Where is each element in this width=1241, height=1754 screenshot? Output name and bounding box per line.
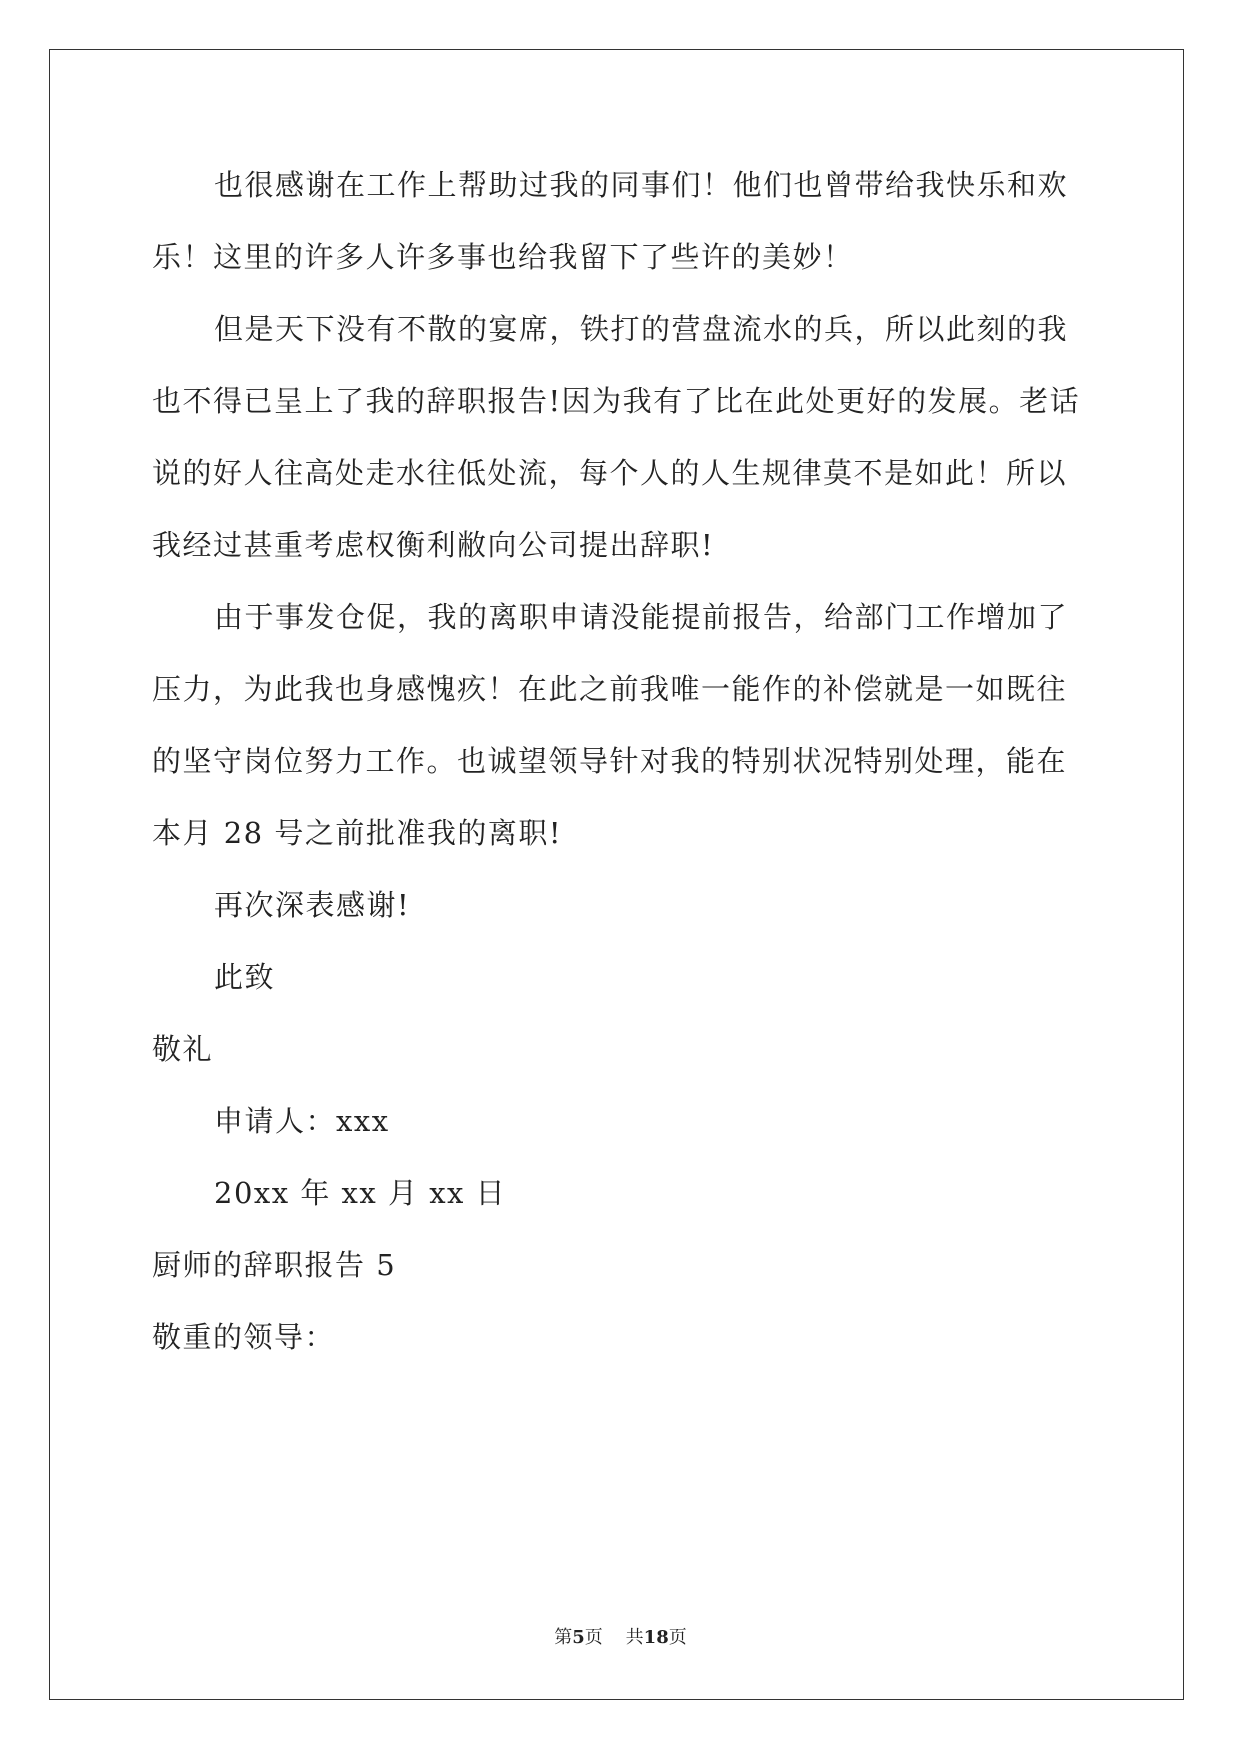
thanks-line: 再次深表感谢! bbox=[214, 888, 411, 922]
footer-page-number: 5 bbox=[572, 1627, 585, 1648]
salutation-line: 敬礼 bbox=[152, 1032, 214, 1066]
applicant-line: 申请人：xxx bbox=[214, 1104, 390, 1138]
paragraph-line: 压力，为此我也身感愧疚！在此之前我唯一能作的补偿就是一如既往 bbox=[152, 672, 1068, 706]
paragraph-line: 我经过甚重考虑权衡利敝向公司提出辞职! bbox=[152, 528, 715, 562]
paragraph-line: 的坚守岗位努力工作。也诚望领导针对我的特别状况特别处理，能在 bbox=[152, 744, 1068, 778]
paragraph-line: 也不得已呈上了我的辞职报告!因为我有了比在此处更好的发展。老话 bbox=[152, 384, 1081, 418]
page-frame bbox=[49, 49, 1184, 1700]
paragraph-line: 乐！这里的许多人许多事也给我留下了些许的美妙！ bbox=[152, 240, 854, 274]
paragraph-line: 但是天下没有不散的宴席，铁打的营盘流水的兵，所以此刻的我 bbox=[214, 312, 1069, 346]
paragraph-line: 本月 28 号之前批准我的离职! bbox=[152, 816, 562, 850]
footer-prefix: 第 bbox=[554, 1627, 573, 1648]
greeting-line: 敬重的领导： bbox=[152, 1320, 336, 1354]
closing-line: 此致 bbox=[214, 960, 276, 994]
date-line: 20xx 年 xx 月 xx 日 bbox=[214, 1176, 507, 1210]
footer-total-prefix: 共 bbox=[625, 1627, 644, 1648]
paragraph-line: 说的好人往高处走水往低处流，每个人的人生规律莫不是如此！所以 bbox=[152, 456, 1068, 490]
footer-total-unit: 页 bbox=[668, 1627, 687, 1648]
page-footer bbox=[0, 1623, 1241, 1649]
footer-page-unit: 页 bbox=[584, 1627, 603, 1648]
section-heading: 厨师的辞职报告 5 bbox=[152, 1248, 397, 1282]
paragraph-line: 也很感谢在工作上帮助过我的同事们！他们也曾带给我快乐和欢 bbox=[214, 168, 1069, 202]
paragraph-line: 由于事发仓促，我的离职申请没能提前报告，给部门工作增加了 bbox=[214, 600, 1069, 634]
footer-total-pages: 18 bbox=[643, 1627, 669, 1648]
